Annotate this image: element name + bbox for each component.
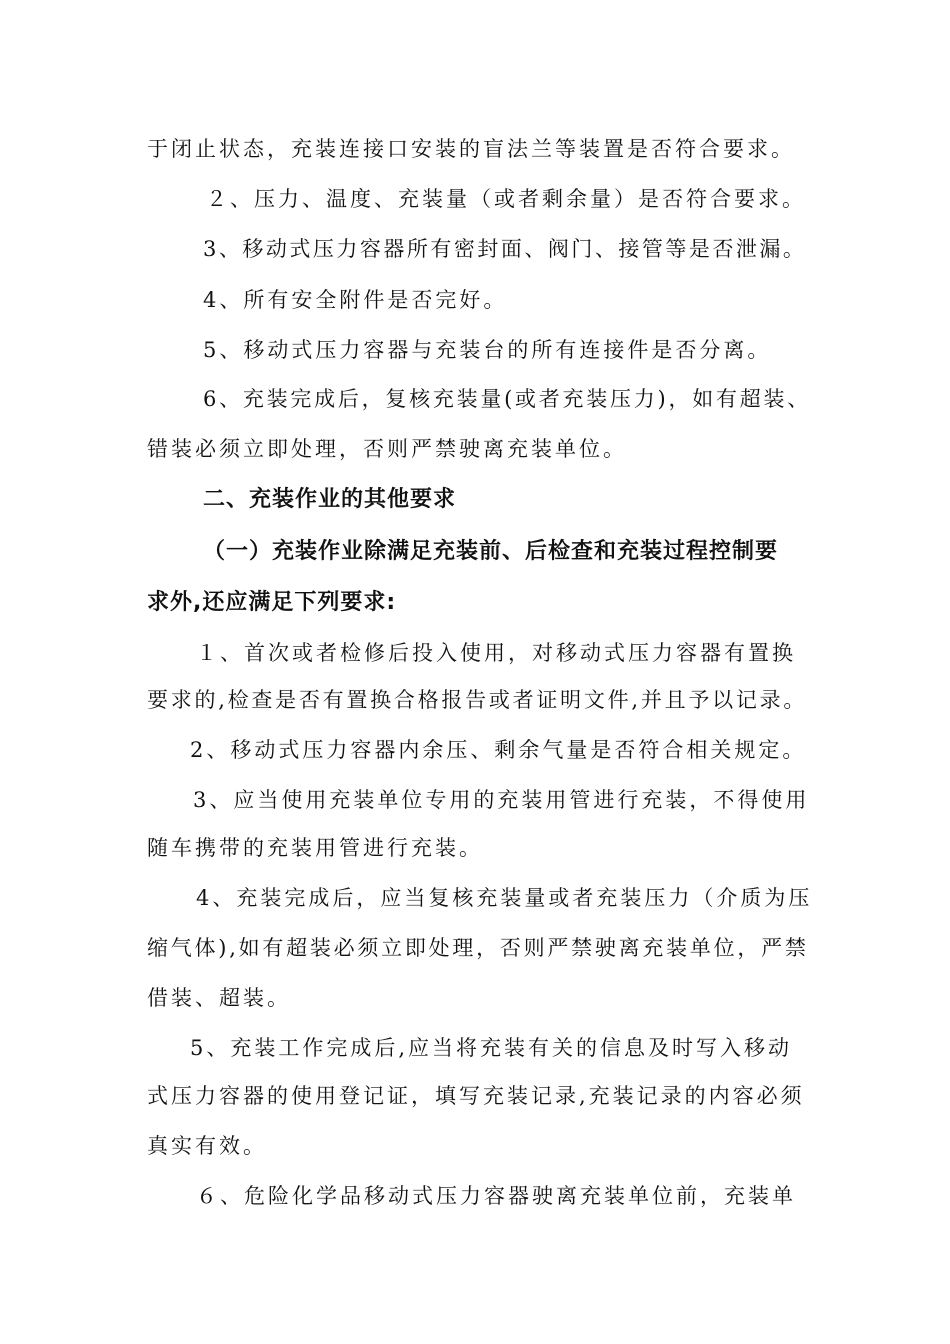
subsection-heading: （一）充装作业除满足充装前、后检查和充装过程控制要: [203, 539, 779, 564]
subsection-heading: 求外,还应满足下列要求:: [147, 590, 397, 615]
text-line: 缩气体),如有超装必须立即处理，否则严禁驶离充装单位，严禁: [147, 936, 809, 960]
text-line: ２、压力、温度、充装量（或者剩余量）是否符合要求。: [206, 187, 806, 211]
text-line: 随车携带的充装用管进行充装。: [147, 836, 483, 860]
text-line: 4、充装完成后，应当复核充装量或者充装压力（介质为压: [196, 886, 813, 910]
text-line: 3、移动式压力容器所有密封面、阀门、接管等是否泄漏。: [203, 237, 807, 261]
text-line: 式压力容器的使用登记证，填写充装记录,充装记录的内容必须: [147, 1084, 805, 1108]
section-heading: 二、充装作业的其他要求: [203, 487, 457, 512]
text-line: ６、危险化学品移动式压力容器驶离充装单位前，充装单: [196, 1184, 796, 1208]
text-line: 真实有效。: [147, 1134, 267, 1158]
text-line: 于闭止状态，充装连接口安装的盲法兰等装置是否符合要求。: [147, 137, 795, 161]
text-line: 要求的,检查是否有置换合格报告或者证明文件,并且予以记录。: [147, 688, 808, 712]
text-line: 6、充装完成后，复核充装量(或者充装压力)，如有超装、: [203, 387, 811, 411]
text-line: 5、移动式压力容器与充装台的所有连接件是否分离。: [203, 338, 772, 362]
text-line: 借装、超装。: [147, 986, 291, 1010]
text-line: 3、应当使用充装单位专用的充装用管进行充装，不得使用: [193, 788, 810, 812]
text-line: １、首次或者检修后投入使用，对移动式压力容器有置换: [196, 641, 796, 665]
text-line: 4、所有安全附件是否完好。: [203, 288, 508, 312]
text-line: 5、充装工作完成后,应当将充装有关的信息及时写入移动: [190, 1036, 793, 1060]
text-line: 2、移动式压力容器内余压、剩余气量是否符合相关规定。: [190, 738, 807, 762]
text-line: 错装必须立即处理，否则严禁驶离充装单位。: [147, 437, 627, 461]
